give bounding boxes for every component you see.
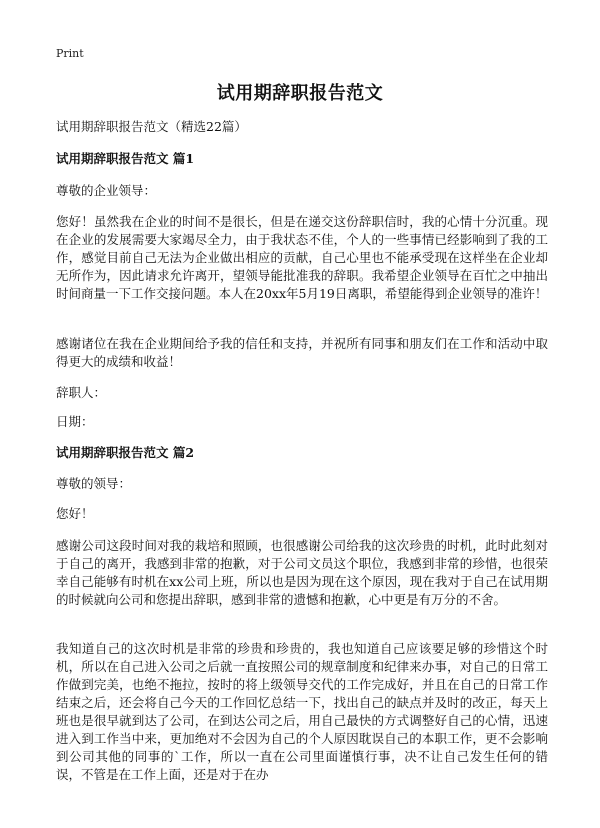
section1-paragraph-1: 您好！虽然我在企业的时间不是很长，但是在递交这份辞职信时，我的心情十分沉重。现在企业的发展需要大家竭尽全力，由于我状态不佳，个人的一些事情已经影响到了我的工作，感觉目前自己无法为企业做出相应的贡献，自己心里也不能承受现在这样坐在企业却无所作为，因此请求允许离开，望领导能批准我的辞职。我希望企业领导在百忙之中抽出时间商量一下工作交接问题。本人在20xx年5月19日离职，希望能得到企业领导的准许！ <box>56 214 548 301</box>
section1-paragraph-2: 感谢诸位在我在企业期间给予我的信任和支持，并祝所有同事和朋友们在工作和活动中取得更大的成绩和收益！ <box>56 336 548 369</box>
section2-paragraph-2: 我知道自己的这次时机是非常的珍贵和珍贵的，我也知道自己应该要足够的珍惜这个时机，所以在自己进入公司之后就一直按照公司的规章制度和纪律来办事，对自己的日常工作做到完美，也绝不拖拉，按时的将上级领导交代的工作完成好，并且在自己的日常工作结束之后，还会将自己今天的工作回忆总结一下，找出自己的缺点并及时的改正，每天上班也是很早就到达了公司，在到达公司之后，用自己最快的方式调整好自己的心情，迅速进入到工作当中来，更加绝对不会因为自己的个人原因耽误自己的本职工作，更不会影响到公司其他的同事的`工作，所以一直在公司里面谨慎行事，决不让自己发生任何的错误，不管是在工作上面，还是对于在办 <box>56 641 548 782</box>
section1-signer: 辞职人： <box>56 385 107 400</box>
section1-greeting: 尊敬的企业领导： <box>56 183 157 198</box>
section2-paragraph-1: 感谢公司这段时间对我的栽培和照顾，也很感谢公司给我的这次珍贵的时机，此时此刻对于自己的离开，我感到非常的抱歉，对于公司文员这个职位，我感到非常的珍惜，也很荣幸自己能够有时机在xx公司上班，所以也是因为现在这个原因，现在我对于自己在试用期的时候就向公司和您提出辞职，感到非常的遗憾和抱歉，心中更是有万分的不舍。 <box>56 538 548 607</box>
document-title: 试用期辞职报告范文 <box>216 83 384 104</box>
print-link[interactable]: Print <box>56 47 84 60</box>
section1-heading: 试用期辞职报告范文 篇1 <box>56 151 195 166</box>
section2-hello: 您好！ <box>56 506 94 521</box>
document-subtitle: 试用期辞职报告范文（精选22篇） <box>56 119 247 134</box>
section2-heading: 试用期辞职报告范文 篇2 <box>56 445 195 460</box>
section1-date: 日期： <box>56 414 94 429</box>
section2-greeting: 尊敬的领导： <box>56 476 132 491</box>
